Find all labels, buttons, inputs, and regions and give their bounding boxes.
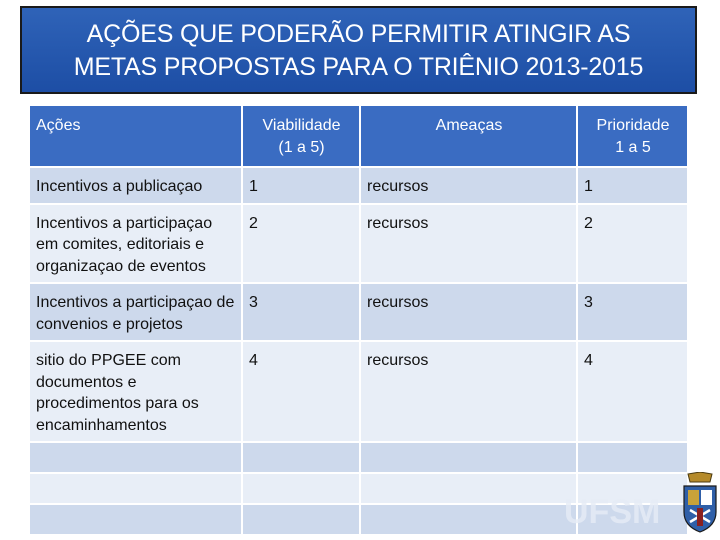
- cell-ameaca: recursos: [360, 167, 577, 204]
- header-viabilidade-label: Viabilidade: [262, 117, 341, 134]
- cell-ameaca: recursos: [360, 283, 577, 341]
- cell-ameaca: recursos: [360, 341, 577, 442]
- cell-acao: sitio do PPGEE com documentos e procedimentos para os encaminhamentos: [29, 341, 242, 442]
- cell-viabilidade: 4: [242, 341, 360, 442]
- empty-cell: [360, 504, 577, 535]
- table-row: [29, 167, 688, 204]
- university-seal-icon: [680, 472, 720, 534]
- cell-acao: Incentivos a participaçao de convenios e projetos: [29, 283, 242, 341]
- empty-cell: [242, 442, 360, 473]
- empty-cell: [29, 442, 242, 473]
- header-prioridade-scale: 1 a 5: [615, 138, 651, 156]
- table-header-row: [29, 105, 688, 167]
- table-row: [29, 283, 688, 341]
- slide-title-line-2: METAS PROPOSTAS PARA O TRIÊNIO 2013-2015: [73, 53, 644, 81]
- empty-cell: [360, 442, 577, 473]
- header-viabilidade-scale: (1 a 5): [278, 138, 325, 156]
- cell-acao: Incentivos a publicaçao: [29, 167, 242, 204]
- header-prioridade-label: Prioridade: [596, 117, 670, 134]
- ufsm-watermark-logo: [560, 488, 680, 528]
- cell-prioridade: 4: [577, 341, 688, 442]
- actions-table: [28, 104, 689, 536]
- cell-prioridade: 3: [577, 283, 688, 341]
- table-row: [29, 341, 688, 442]
- empty-cell: [242, 504, 360, 535]
- empty-cell: [29, 504, 242, 535]
- table-row: [29, 204, 688, 284]
- slide-title-line-1: AÇÕES QUE PODERÃO PERMITIR ATINGIR AS: [86, 20, 631, 48]
- cell-acao: Incentivos a participaçao em comites, editoriais e organizaçao de eventos: [29, 204, 242, 284]
- header-viabilidade: [242, 105, 360, 167]
- cell-viabilidade: 2: [242, 204, 360, 284]
- empty-cell: [29, 473, 242, 504]
- cell-viabilidade: 1: [242, 167, 360, 204]
- cell-viabilidade: 3: [242, 283, 360, 341]
- empty-cell: [242, 473, 360, 504]
- cell-ameaca: recursos: [360, 204, 577, 284]
- header-ameacas: Ameaças: [360, 105, 577, 167]
- cell-prioridade: 2: [577, 204, 688, 284]
- header-prioridade: [577, 105, 688, 167]
- empty-cell: [577, 442, 688, 473]
- cell-prioridade: 1: [577, 167, 688, 204]
- header-acoes: Ações: [29, 105, 242, 167]
- empty-cell: [360, 473, 577, 504]
- slide-title: [20, 6, 697, 94]
- svg-text:UFSM: UFSM: [564, 493, 661, 528]
- empty-table-row: [29, 442, 688, 473]
